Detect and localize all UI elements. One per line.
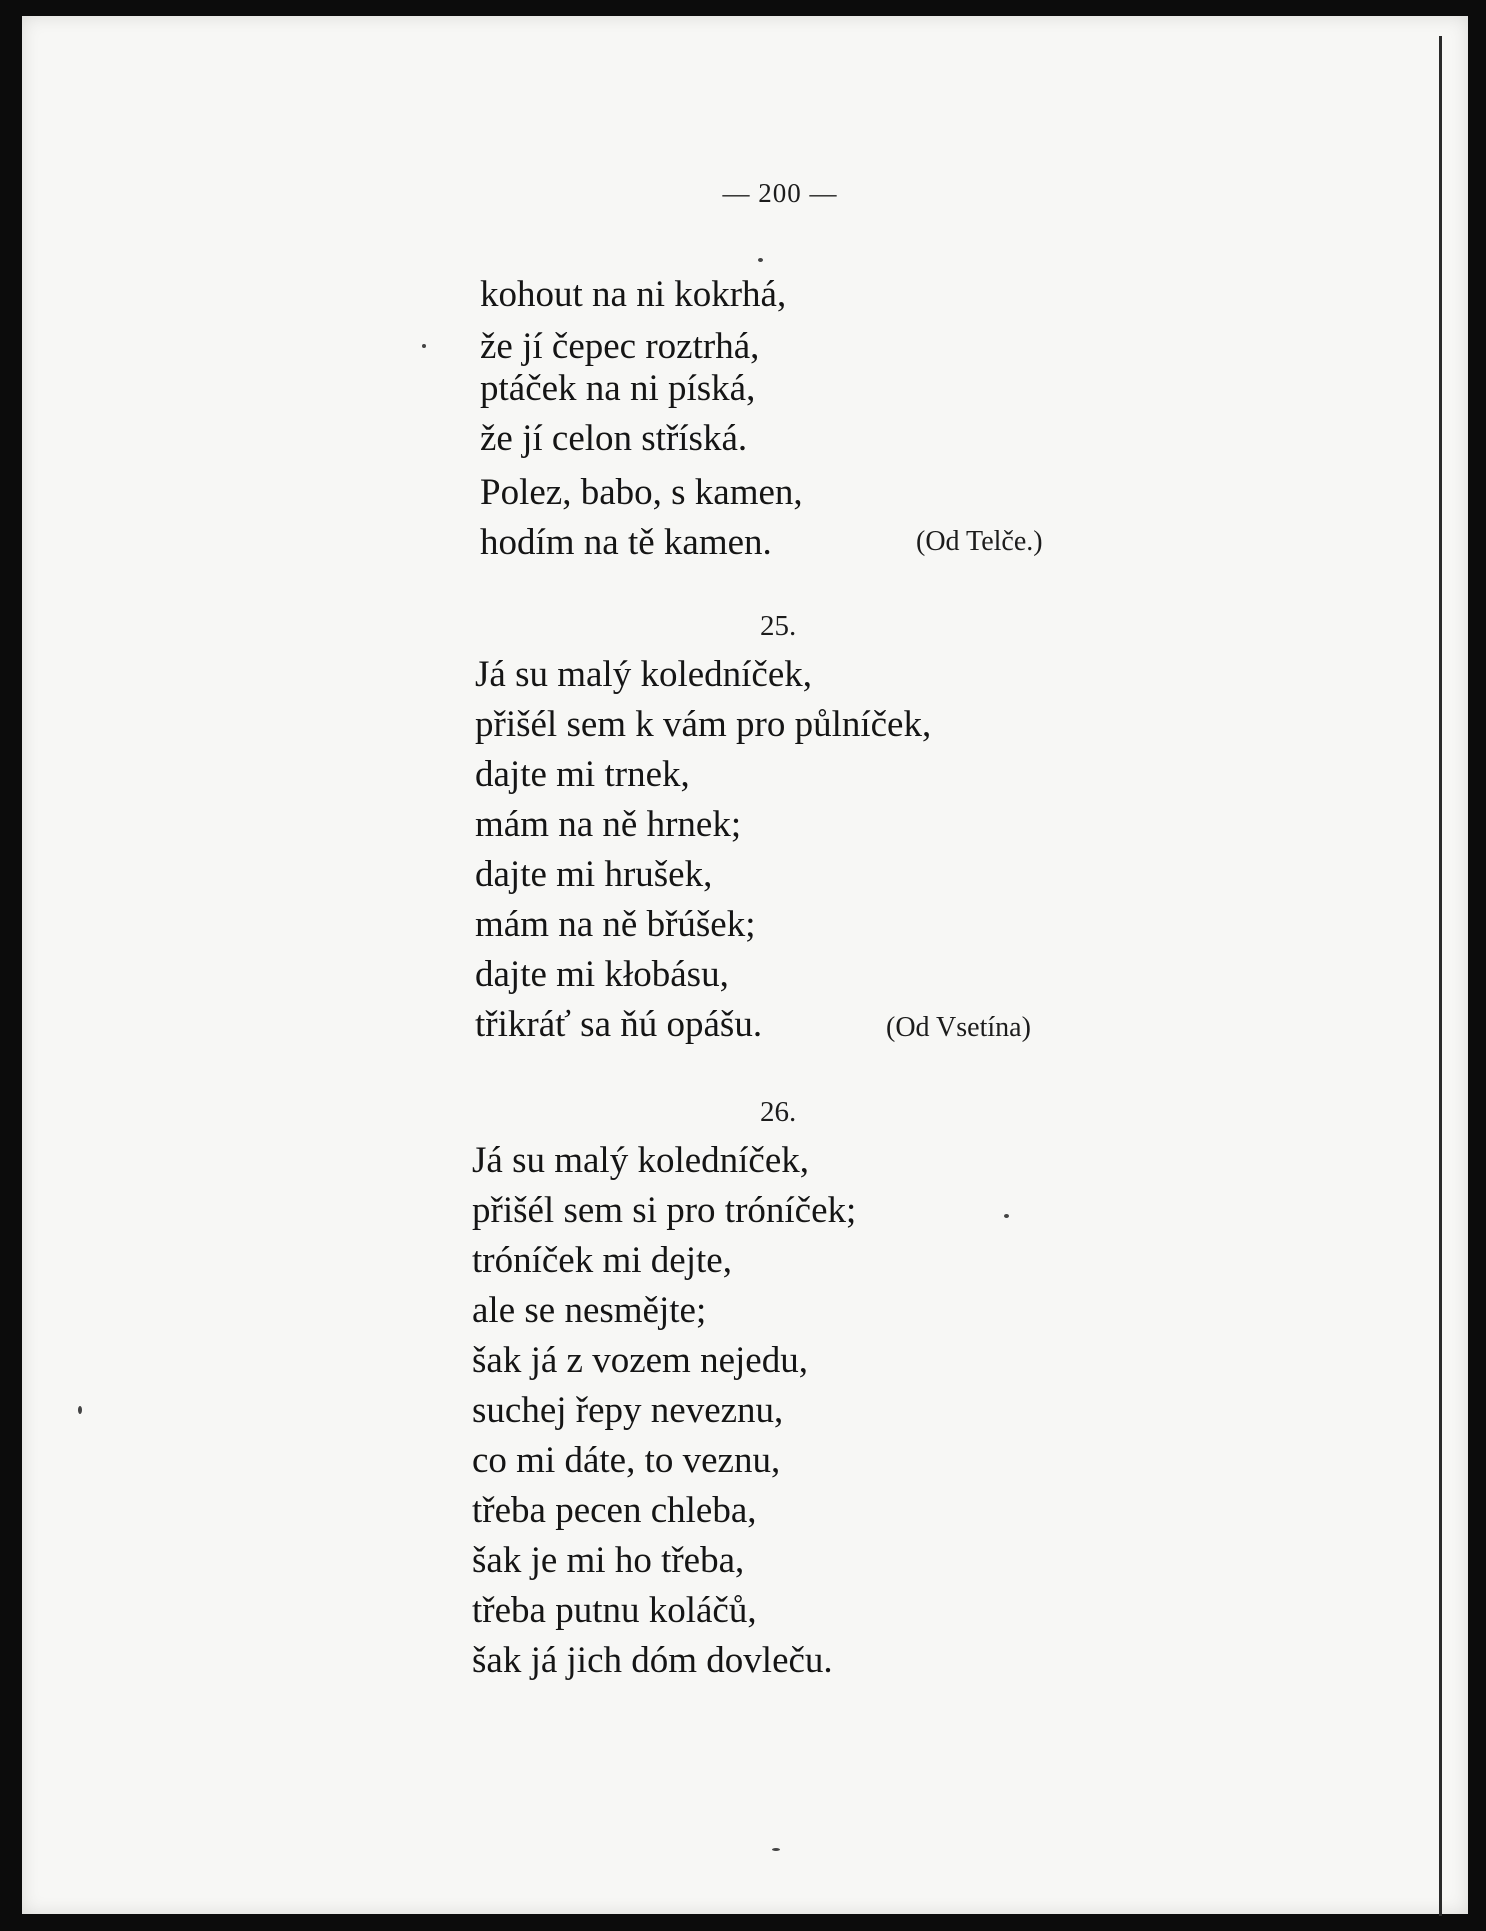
attribution-2: (Od Vsetína) — [886, 1012, 1031, 1043]
poem-line: ale se nesmějte; — [472, 1290, 707, 1331]
scan-speck — [758, 258, 763, 262]
page-number: — 200 — — [722, 178, 838, 208]
poem-line: že jí celon stříská. — [480, 418, 748, 459]
poem-line: kohout na ni kokrhá, — [480, 274, 787, 315]
scan-speck — [772, 1848, 780, 1851]
scan-speck — [78, 1406, 82, 1414]
poem-line: hodím na tě kamen. — [480, 522, 772, 563]
poem-line: přišél sem si pro tróníček; — [472, 1190, 857, 1231]
song-number-25: 25. — [760, 610, 797, 642]
poem-line: přišél sem k vám pro půlníček, — [475, 704, 932, 745]
song-number-26: 26. — [760, 1096, 797, 1128]
poem-line: dajte mi kłobásu, — [475, 954, 729, 995]
poem-section-1 — [480, 270, 803, 568]
scan-speck — [422, 344, 426, 348]
poem-line: dajte mi trnek, — [475, 754, 690, 795]
poem-line: mám na ně břúšek; — [475, 904, 756, 945]
poem-line: šak já z vozem nejedu, — [472, 1340, 808, 1381]
poem-line: tróníček mi dejte, — [472, 1240, 732, 1281]
page-edge-line — [1439, 36, 1442, 1916]
attribution-1: (Od Telče.) — [916, 526, 1043, 557]
poem-section-3 — [472, 1136, 856, 1686]
poem-line: Polez, babo, s kamen, — [480, 472, 803, 513]
poem-line: co mi dáte, to veznu, — [472, 1440, 781, 1481]
poem-line: Já su malý koledníček, — [472, 1140, 810, 1181]
poem-line: suchej řepy neveznu, — [472, 1390, 784, 1431]
poem-line: třeba putnu koláčů, — [472, 1590, 757, 1631]
poem-line: šak já jich dóm dovleču. — [472, 1640, 833, 1681]
scan-speck — [1004, 1214, 1009, 1218]
poem-line: mám na ně hrnek; — [475, 804, 742, 845]
poem-line: ptáček na ni píská, — [480, 368, 756, 409]
poem-line: šak je mi ho třeba, — [472, 1540, 745, 1581]
poem-line: třikráť sa ňú opášu. — [475, 1004, 763, 1045]
poem-section-2 — [475, 650, 931, 1050]
poem-line: třeba pecen chleba, — [472, 1490, 757, 1531]
poem-line: že jí čepec roztrhá, — [480, 326, 760, 367]
poem-line: dajte mi hrušek, — [475, 854, 713, 895]
poem-line: Já su malý koledníček, — [475, 654, 813, 695]
